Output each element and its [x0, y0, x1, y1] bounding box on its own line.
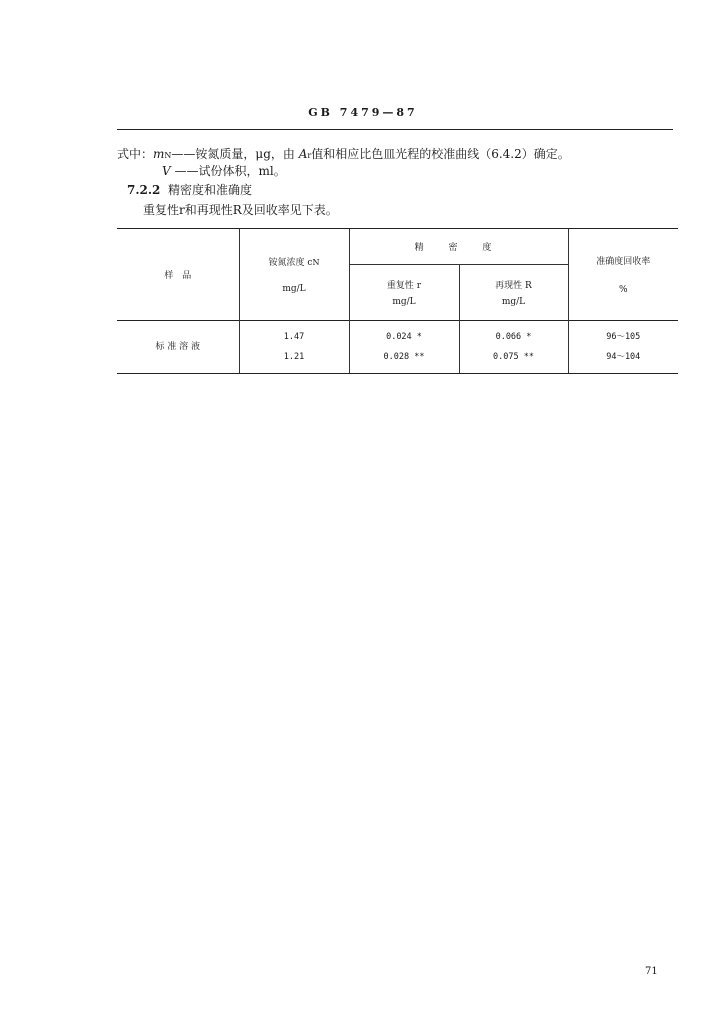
reproducibility-value: 0.075 ** — [493, 352, 534, 362]
intro-text: 重复性r和再现性R及回收率见下表。 — [143, 203, 338, 217]
mn-description: ——铵氮质量，μg，由 — [171, 147, 295, 161]
v-description: ——试份体积，ml。 — [174, 164, 286, 178]
accuracy-header — [568, 229, 678, 321]
mn-symbol: m — [153, 147, 165, 161]
concentration-header — [239, 229, 349, 321]
formula-explanation-mn — [117, 145, 570, 162]
precision-header: 精 密 度 — [349, 229, 568, 265]
reproducibility-value: 0.066 * — [495, 332, 532, 342]
recovery-value: 94～104 — [606, 352, 641, 362]
table-row — [117, 321, 678, 374]
accuracy-label: 准确度回收率 — [596, 257, 651, 267]
sample-cell: 标 准 溶 液 — [117, 321, 239, 374]
section-heading — [127, 181, 252, 198]
recovery-value: 96～105 — [606, 332, 641, 342]
concentration-value: 1.21 — [283, 352, 305, 362]
recovery-cell — [568, 321, 678, 374]
header-rule — [117, 129, 673, 130]
repeatability-unit: mg/L — [392, 297, 416, 307]
ar-symbol: A — [298, 147, 308, 161]
v-symbol: V — [162, 164, 171, 178]
concentration-value: 1.47 — [283, 332, 305, 342]
section-number: 7.2.2 — [127, 183, 161, 197]
reproducibility-header — [459, 265, 568, 321]
repeatability-label: 重复性 r — [386, 281, 422, 291]
ar-subscript: r — [307, 151, 312, 160]
concentration-unit: mg/L — [282, 284, 306, 294]
repeatability-cell — [349, 321, 459, 374]
section-title: 精密度和准确度 — [168, 183, 253, 197]
formula-explanation-v — [162, 162, 286, 179]
formula-lead: 式中： — [117, 147, 154, 161]
sample-header: 样 品 — [117, 229, 239, 321]
reproducibility-cell — [459, 321, 568, 374]
repeatability-value: 0.028 ** — [383, 352, 425, 362]
repeatability-value: 0.024 * — [386, 332, 422, 342]
reproducibility-label: 再现性 R — [495, 281, 532, 291]
concentration-cell — [239, 321, 349, 374]
standard-header: GB 7479—87 — [308, 106, 418, 119]
precision-accuracy-table — [117, 228, 678, 374]
concentration-subscript: N — [312, 258, 320, 267]
mn-description-tail: 值和相应比色皿光程的校准曲线（6.4.2）确定。 — [311, 147, 570, 161]
page-number: 71 — [645, 966, 658, 977]
concentration-label: 铵氮浓度 c — [268, 258, 313, 268]
reproducibility-unit: mg/L — [501, 297, 526, 307]
repeatability-header — [349, 265, 459, 321]
accuracy-unit: % — [618, 285, 628, 295]
mn-subscript: N — [164, 151, 172, 160]
